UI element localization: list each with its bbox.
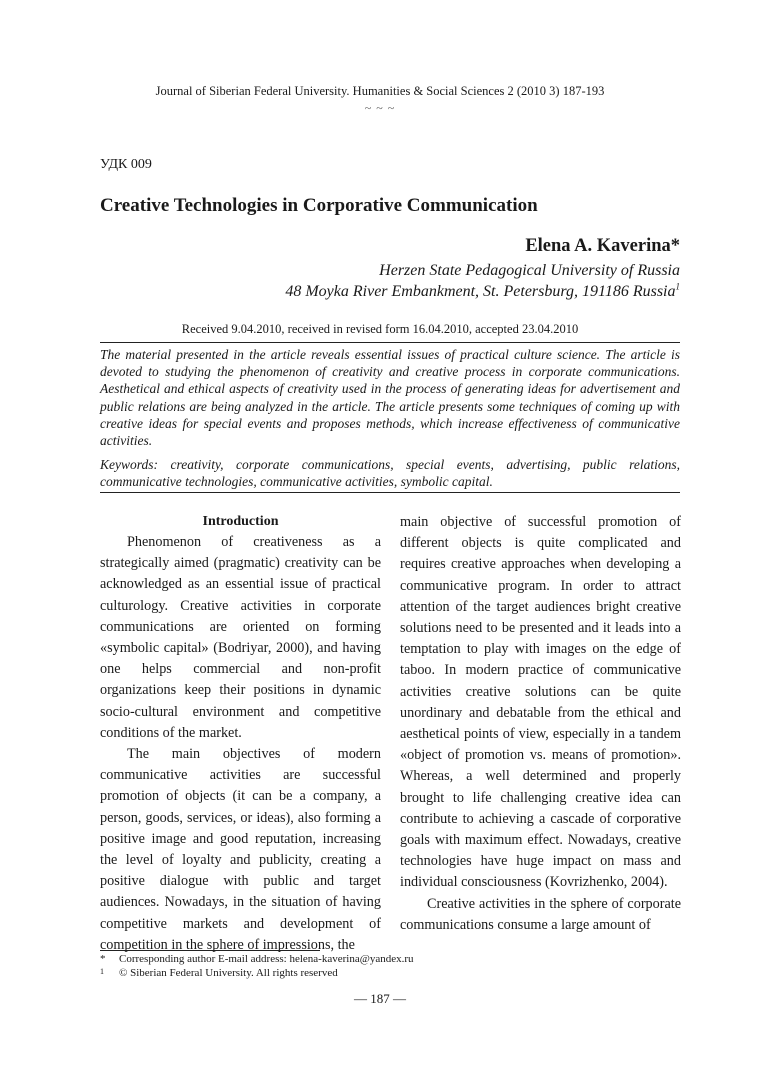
section-heading-introduction: Introduction bbox=[202, 514, 279, 529]
footnote-corresponding-author bbox=[100, 953, 680, 965]
author-address bbox=[285, 283, 680, 301]
abstract-bottom-rule bbox=[100, 492, 680, 493]
paragraph: The main objectives of modern communicative activities are successful promotion of objects (it can be a company, a person, goods, services, or ideas), also forming a positive image and good reputation, increasing the level of loyalty and publicity, creating a positive dialogue with public and target audiences. Nowadays, in the situation of having competitive markets and development of competition in the sphere of impressions, the bbox=[100, 746, 381, 953]
address-footnote-mark: 1 bbox=[675, 281, 680, 292]
article-title: Creative Technologies in Corporative Communication bbox=[100, 195, 538, 216]
right-column bbox=[400, 512, 681, 936]
received-dates: Received 9.04.2010, received in revised form 16.04.2010, accepted 23.04.2010 bbox=[181, 322, 579, 336]
separator-tildes: ~ ~ ~ bbox=[364, 101, 396, 115]
keywords: Keywords: creativity, corporate communications, special events, advertising, public relations, communicative technologies, communicative activities, symbolic capital. bbox=[100, 457, 680, 490]
footnote-copyright bbox=[100, 967, 680, 979]
address-text: 48 Moyka River Embankment, St. Petersburg, 191186 Russia bbox=[285, 283, 676, 300]
abstract-top-rule bbox=[100, 342, 680, 343]
udk-code: УДК 009 bbox=[100, 157, 152, 172]
footnote-mark: * bbox=[100, 953, 106, 965]
abstract: The material presented in the article reveals essential issues of practical culture science. The article is devoted to studying the phenomenon of creativity and creative process in corporate communications. Aesthetical and ethical aspects of creativity used in the process of generating ideas for advertisement and public relations are being analyzed in the article. The article presents some techniques of coming up with creative ideas for special events and proposes methods, which increase effectiveness of communicative activities. bbox=[100, 347, 680, 449]
author-affiliation: Herzen State Pedagogical University of Russia bbox=[379, 262, 680, 279]
footnote-rule bbox=[100, 950, 320, 951]
page-number: — 187 — bbox=[354, 991, 406, 1006]
paragraph: Creative activities in the sphere of corporate communications consume a large amount of bbox=[400, 895, 681, 933]
left-column bbox=[100, 512, 381, 956]
footnote-text: Corresponding author E-mail address: helena-kaverina@yandex.ru bbox=[119, 953, 414, 965]
paragraph: main objective of successful promotion of different objects is quite complicated and requires creative approaches when developing a communicative program. In order to attract attention of the target audiences bright creative solutions need to be presented and it leads into a temptation to play with images on the edge of taboo. In modern practice of communicative activities creative solutions can be quite unordinary and debatable from the ethical and aesthetical points of view, especially in a tandem «object of promotion vs. means of promotion». Whereas, a well determined and properly brought to life challenging creative idea can contribute to achieving a cascade of corporative goals with maximum effect. Nowadays, creative technologies have huge impact on mass and individual consciousness (Kovrizhenko, 2004). bbox=[400, 514, 681, 891]
footnote-mark: 1 bbox=[100, 967, 104, 976]
running-head: Journal of Siberian Federal University. Humanities & Social Sciences 2 (2010 3) 187-193 bbox=[155, 84, 605, 98]
paragraph: Phenomenon of creativeness as a strategically aimed (pragmatic) creativity can be acknowledged as an essential issue of practical culturology. Creative activities in corporate communications are oriented on forming «symbolic capital» (Bodriyar, 2000), and having one helps commercial and non-profit organizations keep their positions in dynamic socio-cultural environment and competitive conditions of the market. bbox=[100, 534, 381, 741]
footnote-text: © Siberian Federal University. All rights reserved bbox=[119, 967, 338, 979]
author-name: Elena A. Kaverina* bbox=[525, 236, 680, 256]
